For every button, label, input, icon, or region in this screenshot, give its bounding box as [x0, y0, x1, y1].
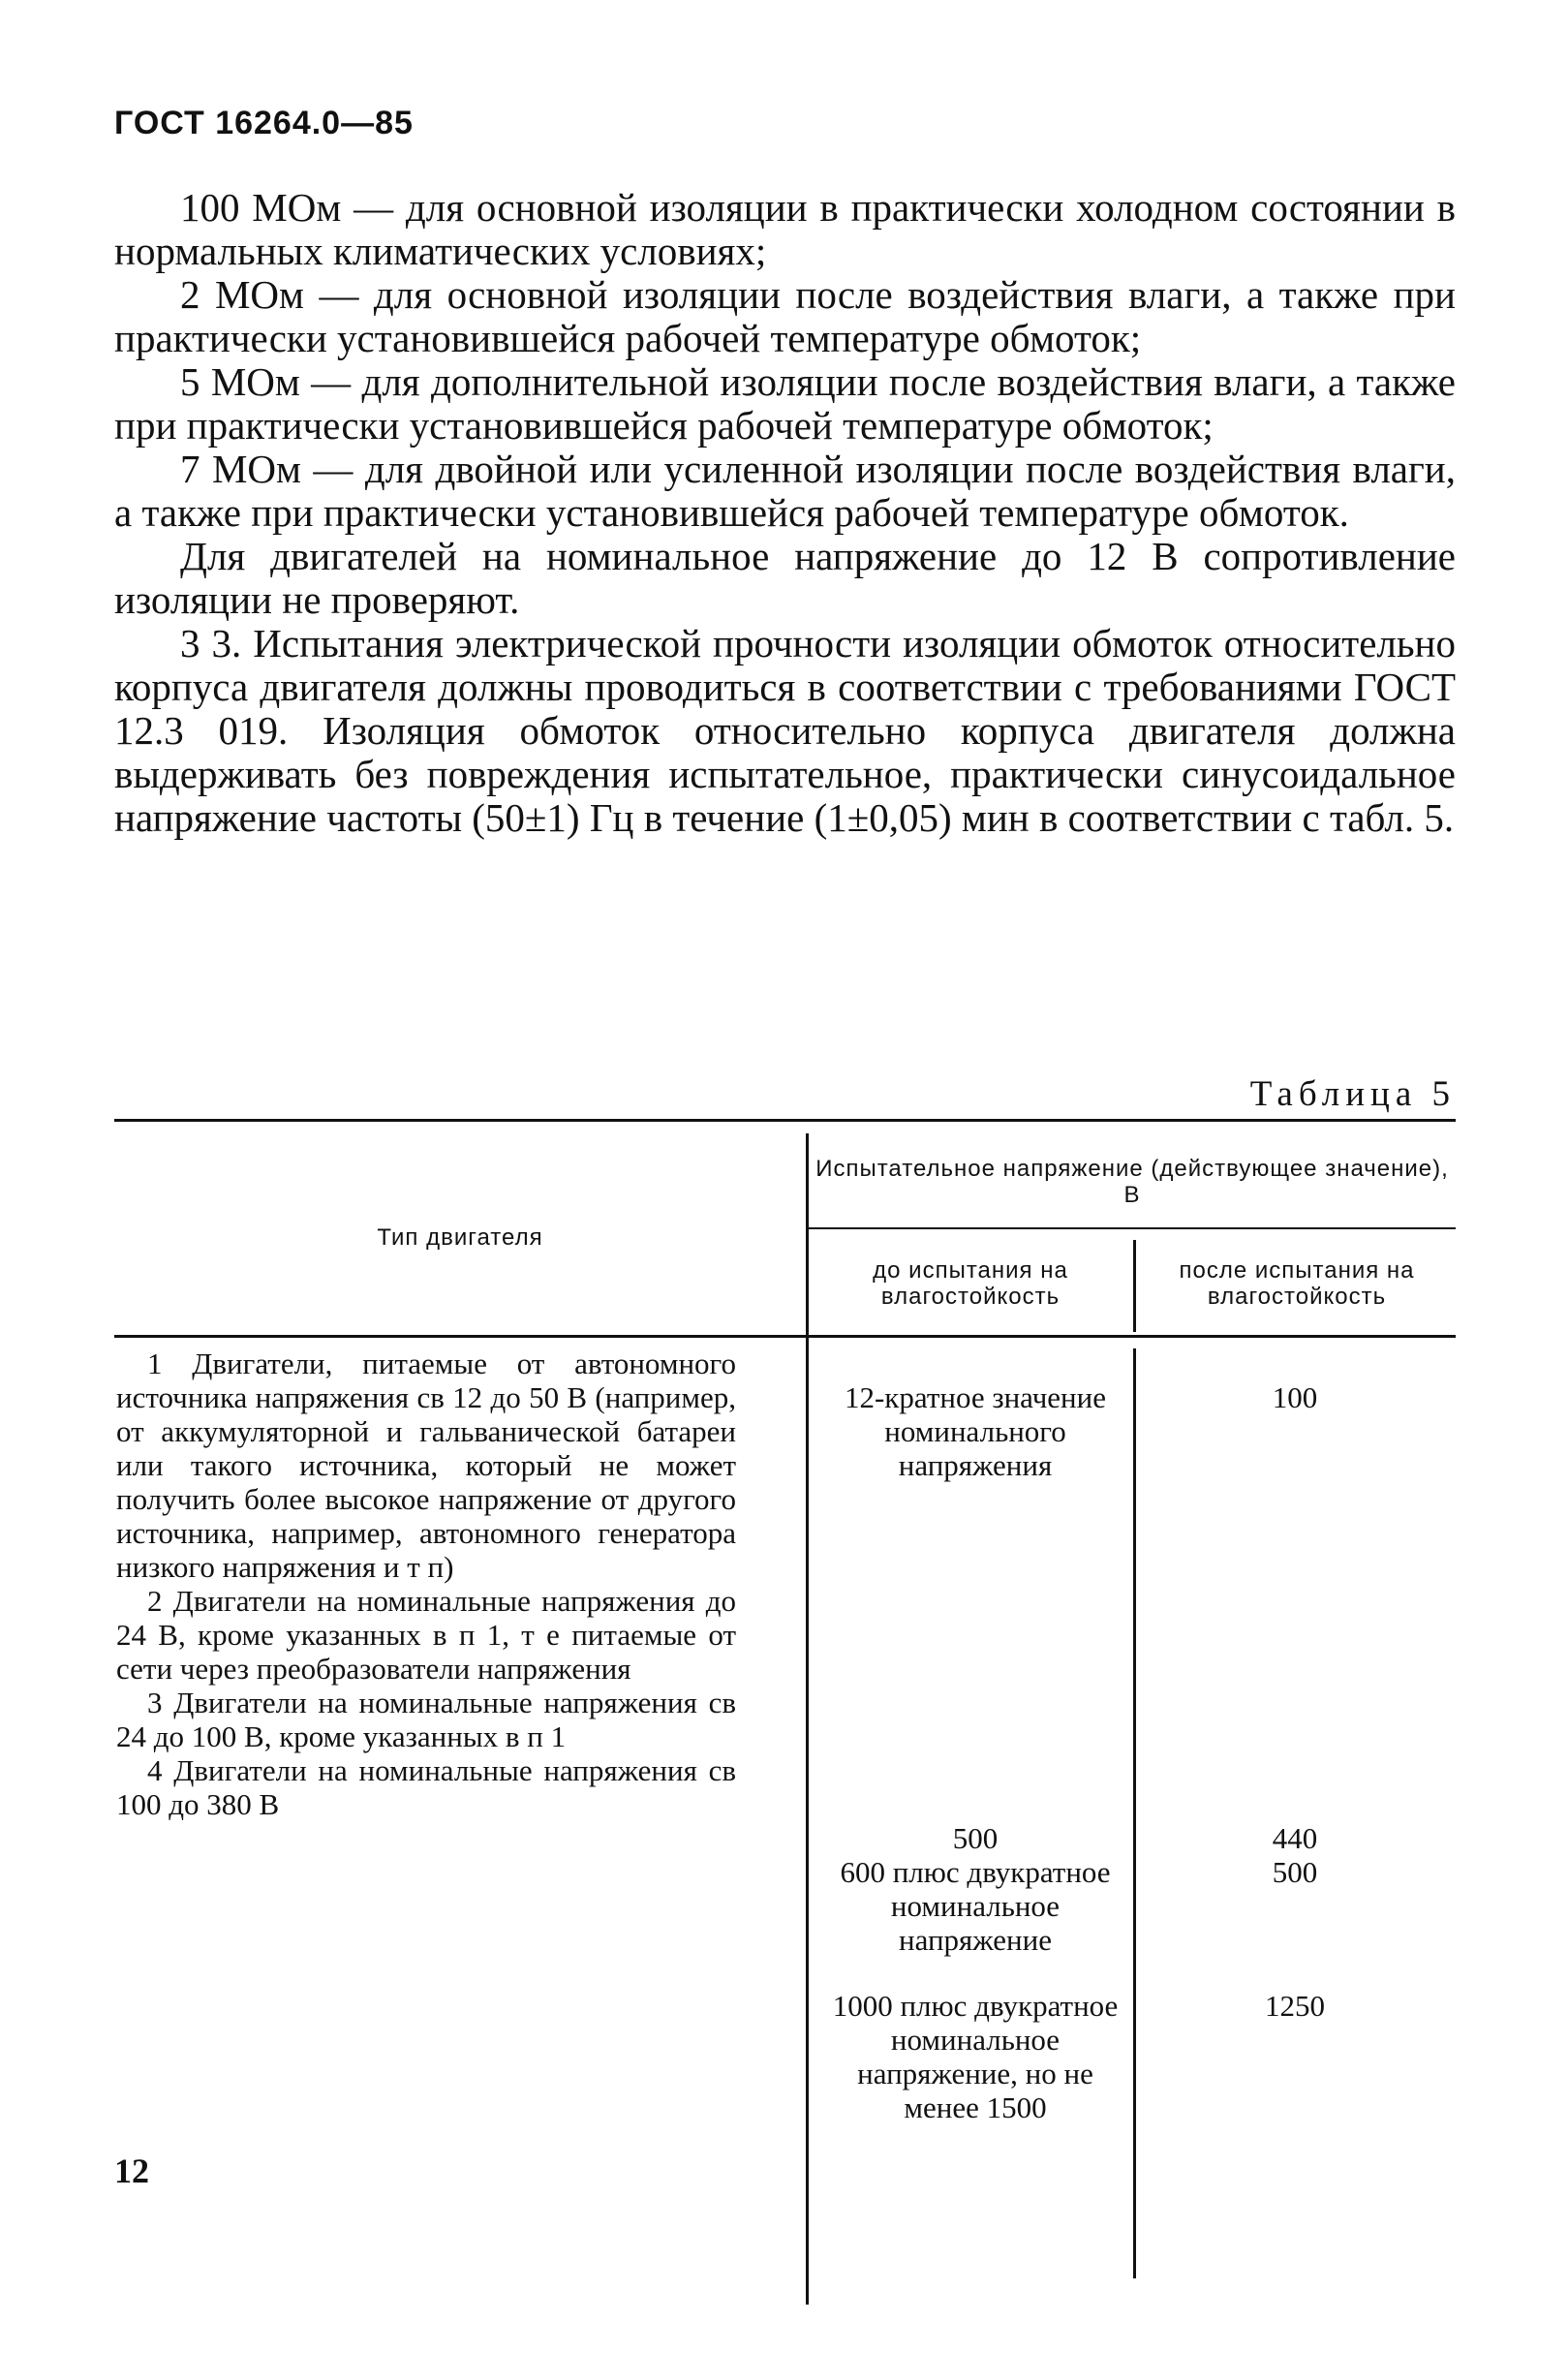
table-col-divider-1 — [806, 1133, 809, 2305]
motor-type-row-1: 1 Двигатели, питаемые от автономного источника напряжения св 12 до 50 В (например, от аккумуляторной и гальванической батареи или такого источника, который не может получить более высокое напряжение от другого источника, например, автономного генератора низкого напряжения и т п) — [116, 1347, 736, 1584]
paragraph-12v-note: Для двигателей на номинальное напряжение до 12 В сопротивление изоляции не проверяют. — [114, 534, 1456, 622]
after-value-row-3: 500 — [1272, 1855, 1318, 1889]
before-value-row-2: 500 — [952, 1821, 999, 1855]
header-test-voltage: Испытательное напряжение (действующее значение), В — [815, 1156, 1449, 1208]
body-text — [114, 186, 1456, 840]
table-subheader-rule — [809, 1227, 1456, 1229]
header-motor-type: Тип двигателя — [377, 1224, 543, 1251]
motor-type-column — [116, 1347, 736, 1821]
before-value-row-3: 600 плюс двукратное номинальное напряжение — [840, 1855, 1111, 1957]
header-before-humidity: до испытания на влагостойкость — [873, 1257, 1068, 1310]
before-value-row-4: 1000 плюс двукратное номинальное напряжение, но не менее 1500 — [832, 1989, 1119, 2124]
motor-type-row-3: 3 Двигатели на номинальные напряжения св 24 до 100 В, кроме указанных в п 1 — [116, 1686, 736, 1753]
paragraph-3-3: 3 3. Испытания электрической прочности изоляции обмоток относительно корпуса двигателя должны проводиться в соответствии с требованиями ГОСТ 12.3 019. Изоляция обмоток относительно корпуса двигателя должна выдерживать без повреждения испытательное, практически синусоидальное напряжение частоты (50±1) Гц в течение (1±0,05) мин в соответствии с табл. 5. — [114, 621, 1456, 840]
paragraph-insulation-100: 100 МОм — для основной изоляции в практически холодном состоянии в нормальных климатических условиях; — [114, 185, 1456, 273]
before-value-row-1: 12-кратное значение номинального напряжения — [844, 1380, 1106, 1482]
paragraph-insulation-7: 7 МОм — для двойной или усиленной изоляции после воздействия влаги, а также при практически установившейся рабочей температуре обмоток. — [114, 447, 1456, 535]
table-top-rule — [114, 1119, 1456, 1122]
after-value-row-4: 1250 — [1265, 1989, 1325, 2023]
page-number: 12 — [114, 2152, 149, 2190]
table-caption: Таблица 5 — [1249, 1074, 1456, 1114]
table-header-rule — [114, 1335, 1456, 1338]
document-id: ГОСТ 16264.0—85 — [114, 105, 414, 141]
paragraph-insulation-2: 2 МОм — для основной изоляции после воздействия влаги, а также при практически установившейся рабочей температуре обмоток; — [114, 272, 1456, 360]
after-value-row-2: 440 — [1272, 1821, 1318, 1855]
table-col-divider-2 — [1133, 1240, 1136, 1332]
table-col-divider-2-body — [1133, 1348, 1136, 2278]
paragraph-insulation-5: 5 МОм — для дополнительной изоляции после воздействия влаги, а также при практически установившейся рабочей температуре обмоток; — [114, 359, 1456, 448]
after-value-row-1: 100 — [1272, 1380, 1318, 1414]
motor-type-row-4: 4 Двигатели на номинальные напряжения св 100 до 380 В — [116, 1753, 736, 1821]
motor-type-row-2: 2 Двигатели на номинальные напряжения до 24 В, кроме указанных в п 1, т е питаемые от сети через преобразователи напряжения — [116, 1584, 736, 1686]
header-after-humidity: после испытания на влагостойкость — [1179, 1257, 1415, 1310]
